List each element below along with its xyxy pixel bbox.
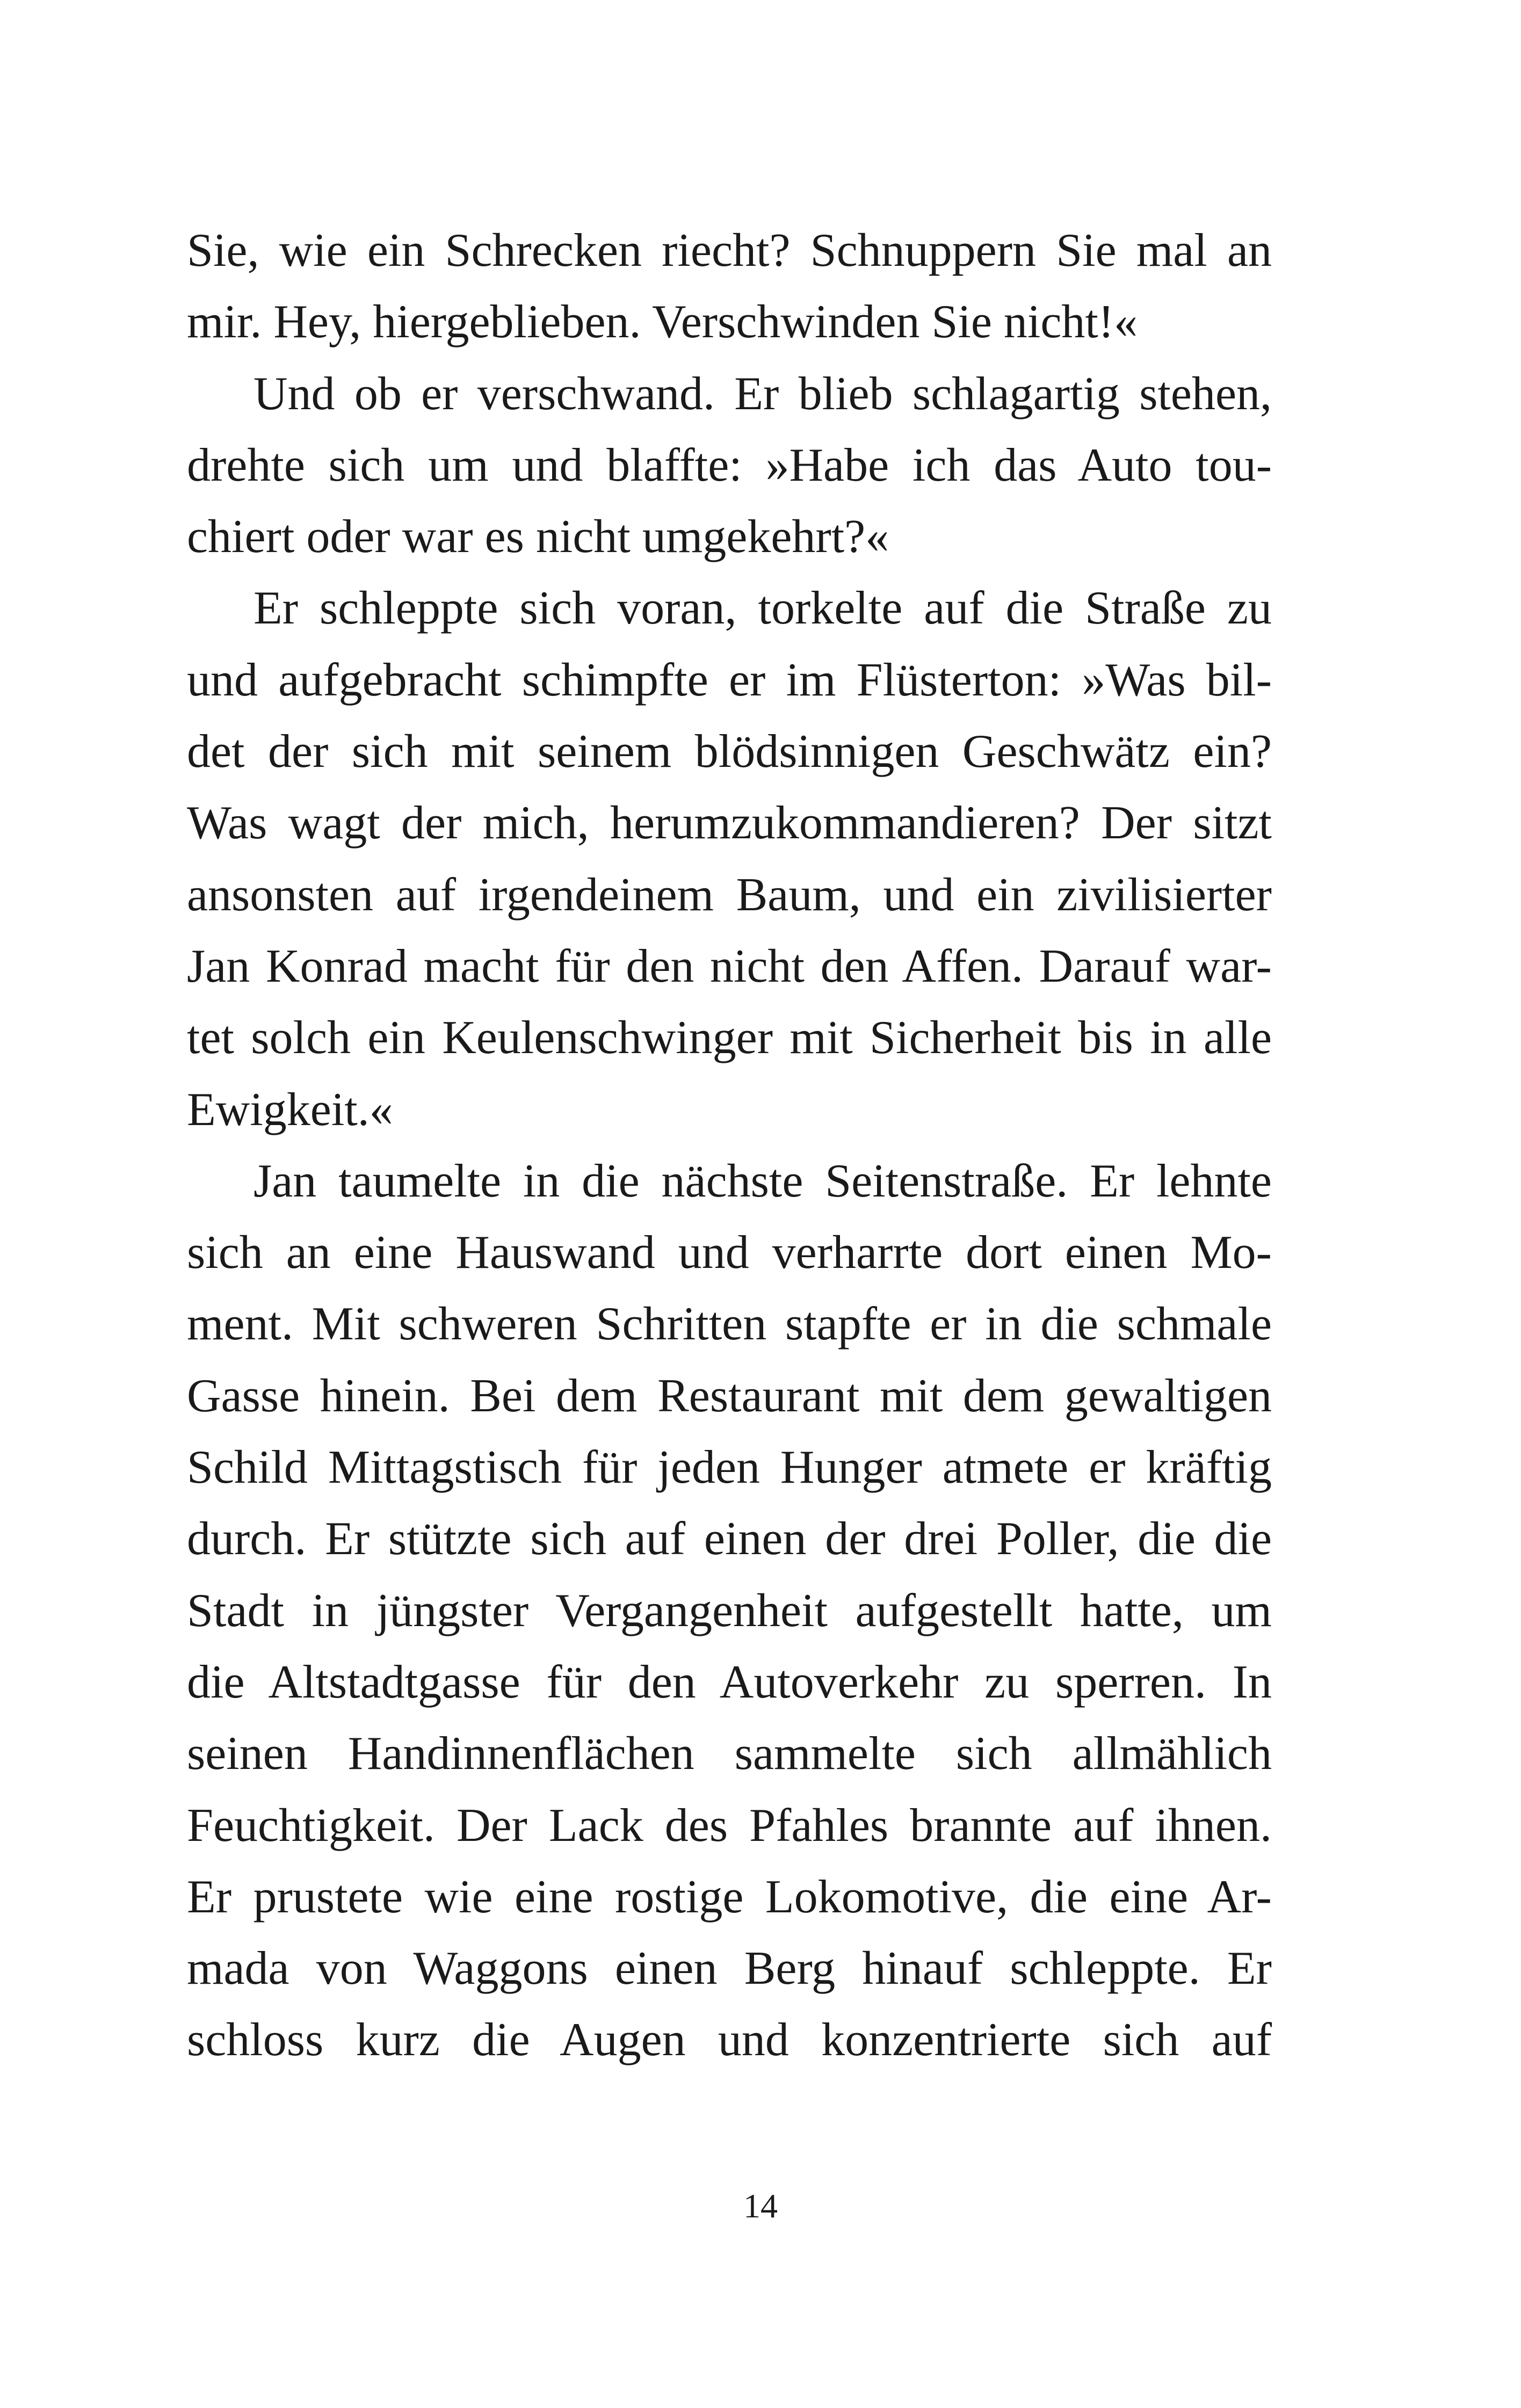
text-line: schloss kurz die Augen und konzentrierte sich auf [187, 2014, 1272, 2066]
text-line: Feuchtigkeit. Der Lack des Pfahles brannte auf ihnen. [187, 1799, 1272, 1852]
text-line: Gasse hinein. Bei dem Restaurant mit dem gewaltigen [187, 1369, 1272, 1422]
text-line: ansonsten auf irgendeinem Baum, und ein zivilisierter [187, 868, 1272, 921]
text-line: mir. Hey, hiergeblieben. Verschwinden Sie nicht!« [187, 296, 1138, 349]
page-number: 14 [743, 2187, 778, 2225]
text-line: und aufgebracht schimpfte er im Flüsterton: »Was bil- [187, 654, 1272, 706]
text-line: Er schleppte sich voran, torkelte auf die Straße zu [253, 582, 1272, 635]
text-line: det der sich mit seinem blödsinnigen Geschwätz ein? [187, 726, 1272, 778]
text-line: tet solch ein Keulenschwinger mit Sicherheit bis in alle [187, 1012, 1272, 1064]
text-line: Er prustete wie eine rostige Lokomotive, die eine Ar- [187, 1870, 1272, 1923]
text-line: seinen Handinnenflächen sammelte sich allmählich [187, 1728, 1272, 1780]
text-line: Stadt in jüngster Vergangenheit aufgestellt hatte, um [187, 1584, 1272, 1637]
text-line: chiert oder war es nicht umgekehrt?« [187, 511, 889, 563]
text-line: sich an eine Hauswand und verharrte dort einen Mo- [187, 1227, 1272, 1279]
text-line: Ewigkeit.« [187, 1083, 393, 1136]
text-line: Schild Mittagstisch für jeden Hunger atmete er kräftig [187, 1441, 1272, 1494]
text-line: Jan taumelte in die nächste Seitenstraße. Er lehnte [253, 1155, 1272, 1207]
text-line: Jan Konrad macht für den nicht den Affen. Darauf war- [187, 940, 1272, 992]
text-line: Und ob er verschwand. Er blieb schlagartig stehen, [253, 367, 1272, 420]
text-line: durch. Er stützte sich auf einen der drei Poller, die die [187, 1513, 1272, 1565]
body-text [187, 215, 1272, 2076]
text-line: Was wagt der mich, herumzukommandieren? Der sitzt [187, 797, 1272, 850]
text-line: die Altstadtgasse für den Autoverkehr zu sperren. In [187, 1656, 1272, 1708]
text-line: Sie, wie ein Schrecken riecht? Schnuppern Sie mal an [187, 224, 1272, 277]
text-line: drehte sich um und blaffte: »Habe ich das Auto tou- [187, 439, 1272, 491]
text-line: mada von Waggons einen Berg hinauf schleppte. Er [187, 1942, 1272, 1995]
text-line: ment. Mit schweren Schritten stapfte er in die schmale [187, 1298, 1272, 1351]
